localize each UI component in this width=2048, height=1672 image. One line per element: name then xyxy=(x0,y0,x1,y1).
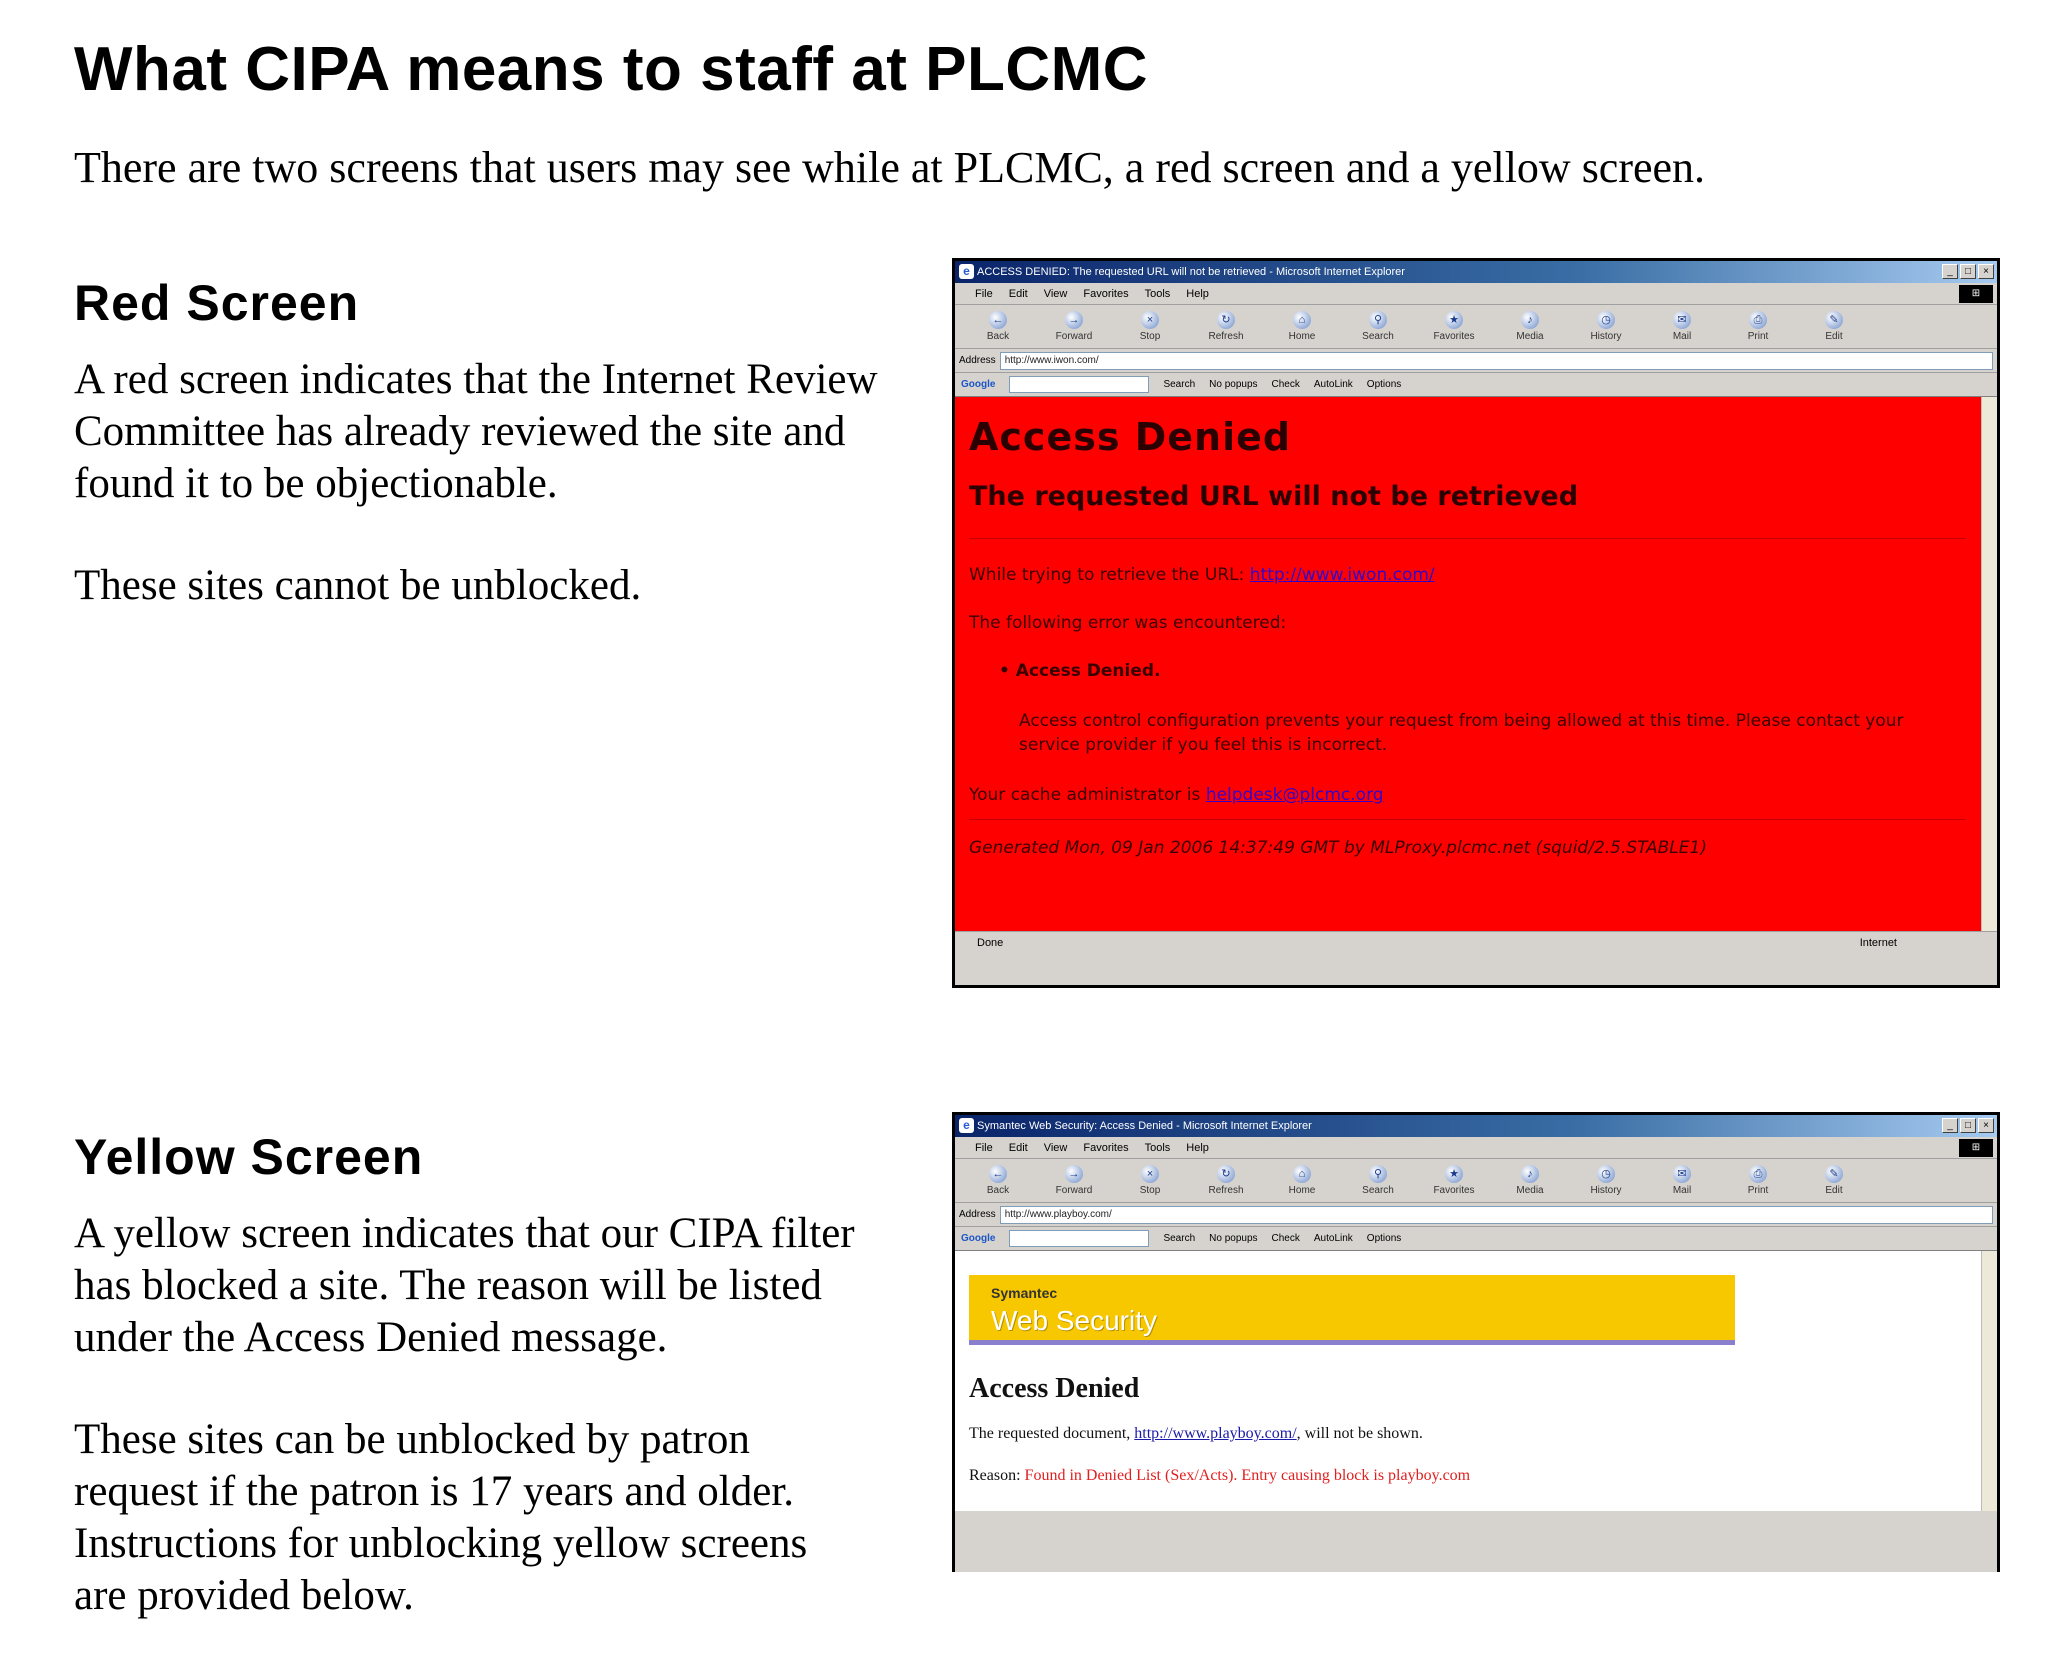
stop-icon: × xyxy=(1141,311,1159,329)
maximize-icon[interactable]: □ xyxy=(1960,264,1976,279)
google-logo: Google xyxy=(961,1233,996,1244)
forward-icon: → xyxy=(1065,311,1083,329)
yellow-access-denied-page xyxy=(955,1251,1997,1511)
history-button[interactable]: ◷ History xyxy=(1571,1165,1641,1196)
menu-favorites[interactable]: Favorites xyxy=(1083,1142,1129,1154)
mail-button[interactable]: ✉ Mail xyxy=(1647,1165,1717,1196)
autolink-button[interactable]: AutoLink xyxy=(1313,1233,1353,1244)
favorites-button[interactable]: ★ Favorites xyxy=(1419,311,1489,342)
favorites-icon: ★ xyxy=(1445,1165,1463,1183)
red-screen-description xyxy=(74,354,894,662)
search-icon: ⚲ xyxy=(1369,1165,1387,1183)
access-denied-heading: Access Denied xyxy=(969,415,1292,459)
refresh-icon: ↻ xyxy=(1217,311,1235,329)
red-screen-heading: Red Screen xyxy=(74,275,360,331)
red-access-denied-page xyxy=(955,397,1997,931)
print-button[interactable]: ⎙ Print xyxy=(1723,311,1793,342)
menu-tools[interactable]: Tools xyxy=(1144,288,1171,300)
error-bullet: • Access Denied. xyxy=(999,661,1161,681)
error-label: The following error was encountered: xyxy=(969,613,1287,633)
print-button[interactable]: ⎙ Print xyxy=(1723,1165,1793,1196)
status-bar xyxy=(955,931,1997,953)
browser-menubar xyxy=(955,1137,1997,1159)
home-button[interactable]: ⌂ Home xyxy=(1267,1165,1337,1196)
ie-icon: e xyxy=(959,1118,974,1133)
windows-logo-icon: ⊞ xyxy=(1959,285,1993,303)
refresh-button[interactable]: ↻ Refresh xyxy=(1191,1165,1261,1196)
search-icon: ⚲ xyxy=(1369,311,1387,329)
forward-button[interactable]: → Forward xyxy=(1039,311,1109,342)
address-bar xyxy=(955,349,1997,373)
red-screen-paragraph: A red screen indicates that the Internet Review Committee has already reviewed the site and found it to be objectionable. xyxy=(74,356,878,507)
address-label: Address xyxy=(959,355,996,366)
red-screen-browser xyxy=(952,258,2000,988)
red-screen-paragraph: These sites cannot be unblocked. xyxy=(74,562,642,609)
minimize-icon[interactable]: _ xyxy=(1942,264,1958,279)
yellow-screen-heading: Yellow Screen xyxy=(74,1129,424,1185)
menu-file[interactable]: File xyxy=(975,288,993,300)
spell-check-button[interactable]: Check xyxy=(1271,1233,1300,1244)
back-button[interactable]: ← Back xyxy=(963,311,1033,342)
menu-help[interactable]: Help xyxy=(1186,1142,1209,1154)
web-security-logo: Web Security xyxy=(991,1305,1157,1336)
menu-help[interactable]: Help xyxy=(1186,288,1209,300)
stop-icon: × xyxy=(1141,1165,1159,1183)
status-text: Done xyxy=(977,937,1004,949)
reason-line: Reason: Found in Denied List (Sex/Acts). Entry causing block is playboy.com xyxy=(969,1467,1471,1484)
document-line: The requested document, http://www.playboy.com/, will not be shown. xyxy=(969,1425,1423,1442)
security-zone: Internet xyxy=(1859,937,1897,949)
yellow-screen-description xyxy=(74,1208,864,1672)
media-button[interactable]: ♪ Media xyxy=(1495,1165,1565,1196)
home-icon: ⌂ xyxy=(1293,1165,1311,1183)
menu-edit[interactable]: Edit xyxy=(1008,1142,1028,1154)
blocked-url-link[interactable]: http://www.iwon.com/ xyxy=(1249,565,1435,585)
print-icon: ⎙ xyxy=(1749,1165,1767,1183)
menu-view[interactable]: View xyxy=(1043,288,1068,300)
vertical-scrollbar[interactable] xyxy=(1981,1251,1997,1511)
media-icon: ♪ xyxy=(1521,1165,1539,1183)
media-button[interactable]: ♪ Media xyxy=(1495,311,1565,342)
admin-line: Your cache administrator is helpdesk@plcmc.org xyxy=(969,785,1384,805)
browser-content xyxy=(955,397,1997,931)
address-bar xyxy=(955,1203,1997,1227)
refresh-button[interactable]: ↻ Refresh xyxy=(1191,311,1261,342)
history-button[interactable]: ◷ History xyxy=(1571,311,1641,342)
forward-icon: → xyxy=(1065,1165,1083,1183)
google-search-button[interactable]: Search xyxy=(1163,379,1196,390)
menu-edit[interactable]: Edit xyxy=(1008,288,1028,300)
browser-content xyxy=(955,1251,1997,1511)
search-button[interactable]: ⚲ Search xyxy=(1343,311,1413,342)
stop-button[interactable]: × Stop xyxy=(1115,1165,1185,1196)
google-search-input[interactable] xyxy=(1009,376,1149,393)
edit-icon: ✎ xyxy=(1825,1165,1843,1183)
retrieve-line: While trying to retrieve the URL: http://www.iwon.com/ xyxy=(969,565,1435,585)
back-icon: ← xyxy=(989,1165,1007,1183)
divider xyxy=(969,819,1965,820)
back-icon: ← xyxy=(989,311,1007,329)
access-denied-subheading: The requested URL will not be retrieved xyxy=(969,481,1579,512)
google-search-input[interactable] xyxy=(1009,1230,1149,1247)
address-label: Address xyxy=(959,1209,996,1220)
edit-icon: ✎ xyxy=(1825,311,1843,329)
google-options-button[interactable]: Options xyxy=(1366,379,1402,390)
blocked-url-link[interactable]: http://www.playboy.com/ xyxy=(1134,1425,1297,1442)
browser-titlebar xyxy=(955,1115,1997,1137)
google-toolbar xyxy=(955,1227,1997,1251)
close-icon[interactable]: × xyxy=(1978,1118,1994,1133)
print-icon: ⎙ xyxy=(1749,311,1767,329)
google-search-button[interactable]: Search xyxy=(1163,1233,1196,1244)
home-button[interactable]: ⌂ Home xyxy=(1267,311,1337,342)
ie-icon: e xyxy=(959,264,974,279)
stop-button[interactable]: × Stop xyxy=(1115,311,1185,342)
mail-button[interactable]: ✉ Mail xyxy=(1647,311,1717,342)
browser-toolbar xyxy=(955,305,1997,349)
reason-text: Found in Denied List (Sex/Acts). Entry causing block is playboy.com xyxy=(1024,1467,1471,1484)
divider xyxy=(969,538,1965,539)
spell-check-button[interactable]: Check xyxy=(1271,379,1300,390)
error-explanation: Access control configuration prevents your request from being allowed at this time. Please contact your service provider if you feel this is incorrect. xyxy=(1019,711,1904,755)
windows-logo-icon: ⊞ xyxy=(1959,1139,1993,1157)
forward-button[interactable]: → Forward xyxy=(1039,1165,1109,1196)
google-toolbar xyxy=(955,373,1997,397)
yellow-screen-browser xyxy=(952,1112,2000,1572)
admin-email-link[interactable]: helpdesk@plcmc.org xyxy=(1205,785,1384,805)
history-icon: ◷ xyxy=(1597,311,1615,329)
intro-text: There are two screens that users may see while at PLCMC, a red screen and a yellow screen. xyxy=(74,143,1706,192)
autolink-button[interactable]: AutoLink xyxy=(1313,379,1353,390)
menu-tools[interactable]: Tools xyxy=(1144,1142,1171,1154)
maximize-icon[interactable]: □ xyxy=(1960,1118,1976,1133)
google-options-button[interactable]: Options xyxy=(1366,1233,1402,1244)
refresh-icon: ↻ xyxy=(1217,1165,1235,1183)
close-icon[interactable]: × xyxy=(1978,264,1994,279)
menu-favorites[interactable]: Favorites xyxy=(1083,288,1129,300)
menu-file[interactable]: File xyxy=(975,1142,993,1154)
access-denied-heading: Access Denied xyxy=(969,1373,1140,1404)
page-title: What CIPA means to staff at PLCMC xyxy=(74,35,1149,104)
browser-toolbar xyxy=(955,1159,1997,1203)
browser-menubar xyxy=(955,283,1997,305)
address-input[interactable]: http://www.iwon.com/ xyxy=(1000,352,1993,370)
symantec-banner xyxy=(969,1275,1735,1345)
address-input[interactable]: http://www.playboy.com/ xyxy=(1000,1206,1993,1224)
edit-button[interactable]: ✎ Edit xyxy=(1799,311,1869,342)
favorites-icon: ★ xyxy=(1445,311,1463,329)
search-button[interactable]: ⚲ Search xyxy=(1343,1165,1413,1196)
home-icon: ⌂ xyxy=(1293,311,1311,329)
generated-footer: Generated Mon, 09 Jan 2006 14:37:49 GMT by MLProxy.plcmc.net (squid/2.5.STABLE1) xyxy=(969,838,1707,858)
mail-icon: ✉ xyxy=(1673,1165,1691,1183)
yellow-screen-paragraph: These sites can be unblocked by patron request if the patron is 17 years and older. Instructions for unblocking yellow screens are provided below. xyxy=(74,1416,808,1619)
browser-titlebar xyxy=(955,261,1997,283)
vertical-scrollbar[interactable] xyxy=(1981,397,1997,931)
edit-button[interactable]: ✎ Edit xyxy=(1799,1165,1869,1196)
mail-icon: ✉ xyxy=(1673,311,1691,329)
favorites-button[interactable]: ★ Favorites xyxy=(1419,1165,1489,1196)
popup-blocker-button[interactable]: No popups xyxy=(1209,1233,1258,1244)
back-button[interactable]: ← Back xyxy=(963,1165,1033,1196)
window-title: Symantec Web Security: Access Denied - Microsoft Internet Explorer xyxy=(977,1120,1312,1132)
minimize-icon[interactable]: _ xyxy=(1942,1118,1958,1133)
menu-view[interactable]: View xyxy=(1043,1142,1068,1154)
google-logo: Google xyxy=(961,379,996,390)
media-icon: ♪ xyxy=(1521,311,1539,329)
yellow-screen-paragraph: A yellow screen indicates that our CIPA filter has blocked a site. The reason will be listed under the Access Denied message. xyxy=(74,1210,855,1361)
window-title: ACCESS DENIED: The requested URL will not be retrieved - Microsoft Internet Explorer xyxy=(977,266,1405,278)
popup-blocker-button[interactable]: No popups xyxy=(1209,379,1258,390)
history-icon: ◷ xyxy=(1597,1165,1615,1183)
symantec-brand: Symantec xyxy=(991,1285,1058,1301)
